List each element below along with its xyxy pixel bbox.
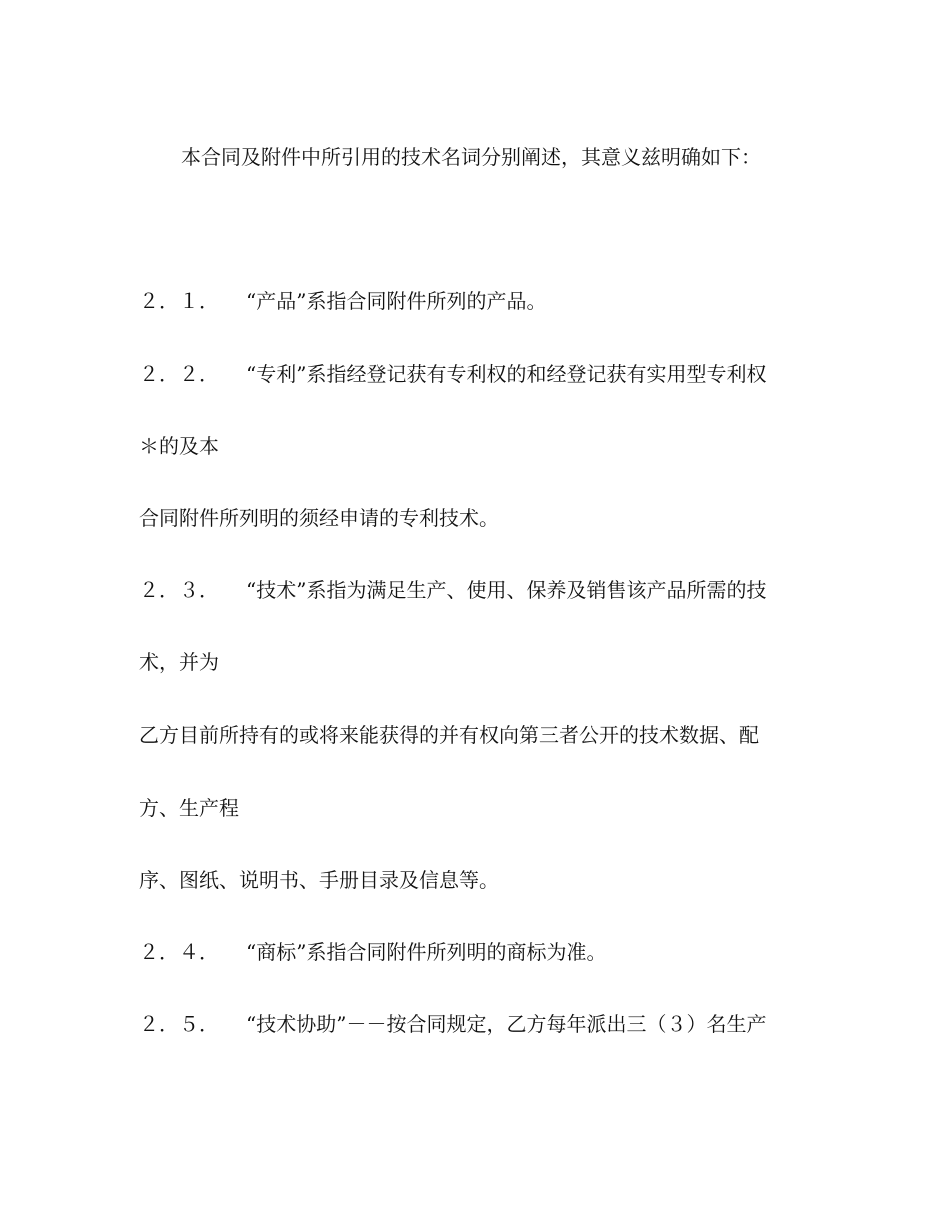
clause-2-5 bbox=[139, 1010, 839, 1038]
clause-2-1 bbox=[139, 287, 839, 315]
clause-text: “专利”系指经登记获有专利权的和经登记获有实用型专利权 bbox=[246, 362, 767, 386]
clause-number: ２．２． bbox=[139, 362, 219, 386]
clause-text: ＊的及本 bbox=[139, 434, 219, 458]
clause-number: ２．１． bbox=[139, 289, 219, 313]
intro-paragraph bbox=[181, 143, 881, 171]
clause-2-3 bbox=[139, 576, 839, 604]
clause-text: 合同附件所列明的须经申请的专利技术。 bbox=[139, 506, 499, 530]
clause-text: “技术协助”－－按合同规定，乙方每年派出三（３）名生产 bbox=[246, 1012, 767, 1036]
clause-2-4 bbox=[139, 938, 839, 966]
clause-continuation bbox=[139, 721, 839, 749]
clause-continuation bbox=[139, 432, 839, 460]
clause-text: “技术”系指为满足生产、使用、保养及销售该产品所需的技 bbox=[246, 578, 767, 602]
clause-continuation bbox=[139, 504, 839, 532]
clause-text: 方、生产程 bbox=[139, 796, 239, 820]
clause-text: 术，并为 bbox=[139, 650, 219, 674]
clause-continuation bbox=[139, 866, 839, 894]
intro-text: 本合同及附件中所引用的技术名词分别阐述，其意义兹明确如下： bbox=[181, 145, 761, 169]
clause-text: “产品”系指合同附件所列的产品。 bbox=[246, 289, 547, 313]
clause-text: 序、图纸、说明书、手册目录及信息等。 bbox=[139, 868, 499, 892]
clause-number: ２．４． bbox=[139, 940, 219, 964]
clause-text: 乙方目前所持有的或将来能获得的并有权向第三者公开的技术数据、配 bbox=[139, 723, 759, 747]
clause-2-2 bbox=[139, 360, 839, 388]
clause-number: ２．５． bbox=[139, 1012, 219, 1036]
clause-text: “商标”系指合同附件所列明的商标为准。 bbox=[246, 940, 607, 964]
clause-continuation bbox=[139, 794, 839, 822]
clause-number: ２．３． bbox=[139, 578, 219, 602]
clause-continuation bbox=[139, 648, 839, 676]
